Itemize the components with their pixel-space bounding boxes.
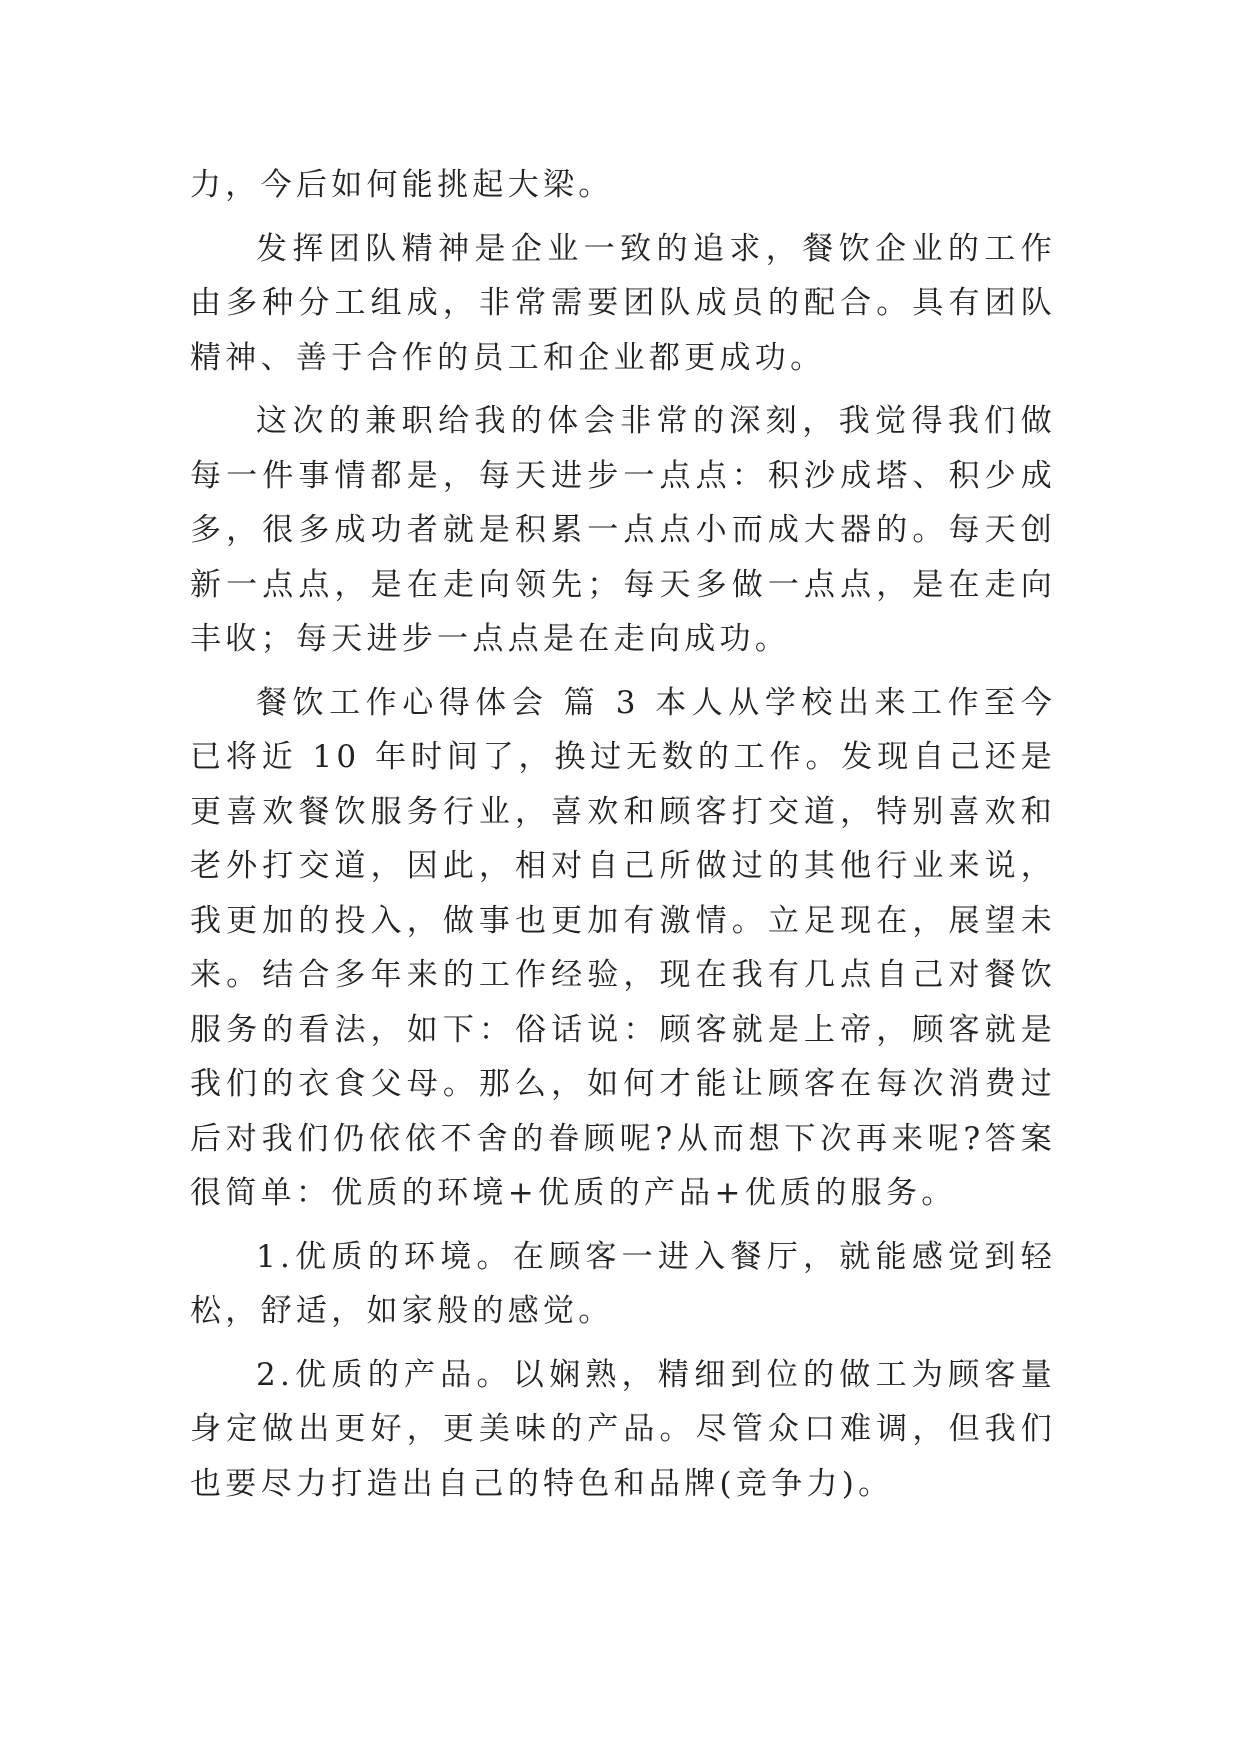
paragraph-article-3-intro: 餐饮工作心得体会 篇 3 本人从学校出来工作至今已将近 10 年时间了，换过无数的工作。发现自己还是更喜欢餐饮服务行业，喜欢和顾客打交道，特别喜欢和老外打交道，因此，相对自己所做过的其他行业来说，我更加的投入，做事也更加有激情。立足现在，展望未来。结合多年来的工作经验，现在我有几点自己对餐饮服务的看法，如下：俗话说：顾客就是上帝，顾客就是我们的衣食父母。那么，如何才能让顾客在每次消费过后对我们仍依依不舍的眷顾呢?从而想下次再来呢?答案很简单：优质的环境+优质的产品+优质的服务。 xyxy=(190,684,1056,1211)
document-body xyxy=(190,158,1056,1511)
paragraph-team-spirit: 发挥团队精神是企业一致的追求，餐饮企业的工作由多种分工组成，非常需要团队成员的配合。具有团队精神、善于合作的员工和企业都更成功。 xyxy=(190,230,1056,376)
paragraph-part-time-reflection: 这次的兼职给我的体会非常的深刻，我觉得我们做每一件事情都是，每天进步一点点：积沙成塔、积少成多，很多成功者就是积累一点点小而成大器的。每天创新一点点，是在走向领先；每天多做一点点，是在走向丰收；每天进步一点点是在走向成功。 xyxy=(190,403,1056,657)
paragraph-continuation: 力，今后如何能挑起大梁。 xyxy=(190,167,614,203)
paragraph-item-1-environment: 1.优质的环境。在顾客一进入餐厅，就能感觉到轻松，舒适，如家般的感觉。 xyxy=(190,1238,1056,1329)
paragraph-item-2-product: 2.优质的产品。以娴熟，精细到位的做工为顾客量身定做出更好，更美味的产品。尽管众口难调，但我们也要尽力打造出自己的特色和品牌(竞争力)。 xyxy=(190,1356,1056,1502)
